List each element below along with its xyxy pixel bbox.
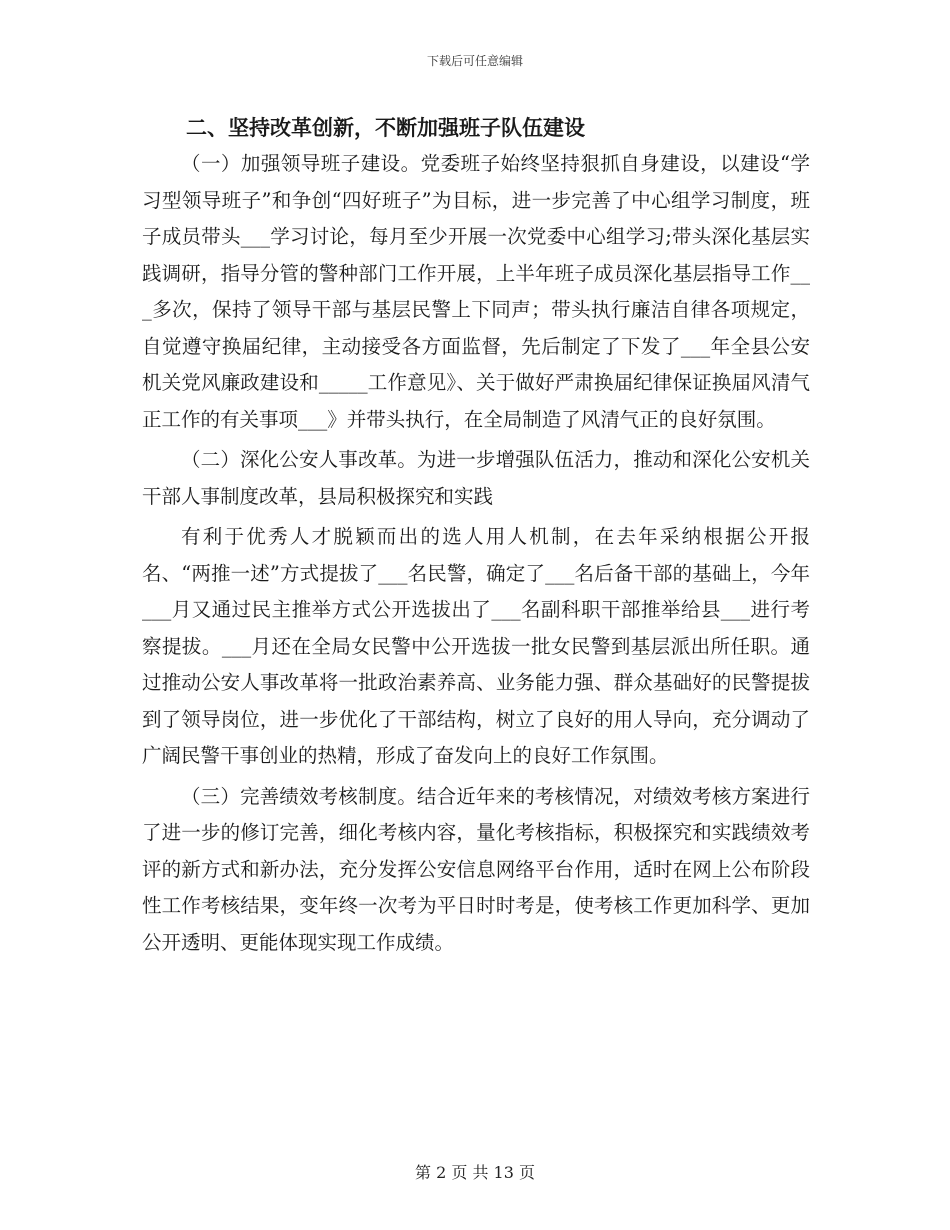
section-heading: 二、坚持改革创新，不断加强班子队伍建设 <box>186 116 585 140</box>
document-body <box>142 110 810 961</box>
paragraph-personnel-reform: （二）深化公安人事改革。为进一步增强队伍活力，推动和深化公安机关干部人事制度改革，县局积极探究和实践 <box>142 448 810 508</box>
paragraph-leadership: （一）加强领导班子建设。党委班子始终坚持狠抓自身建设，以建设“学习型领导班子”和争创“四好班子”为目标，进一步完善了中心组学习制度，班子成员带头___学习讨论，每月至少开展一次党委中心组学习;带头深化基层实践调研，指导分管的警种部门工作开展，上半年班子成员深化基层指导工作___多次，保持了领导干部与基层民警上下同声；带头执行廉洁自律各项规定，自觉遵守换届纪律，主动接受各方面监督，先后制定了下发了___年全县公安机关党风廉政建设和_____工作意见》、关于做好严肃换届纪律保证换届风清气正工作的有关事项___》并带头执行，在全局制造了风清气正的良好氛围。 <box>142 152 810 431</box>
paragraph-talent-mechanism: 有利于优秀人才脱颖而出的选人用人机制，在去年采纳根据公开报名、“两推一述”方式提拔了___名民警，确定了___名后备干部的基础上，今年___月又通过民主推举方式公开选拔出了___名副科职干部推举给县___进行考察提拔。___月还在全局女民警中公开选拔一批女民警到基层派出所任职。通过推动公安人事改革将一批政治素养高、业务能力强、群众基础好的民警提拔到了领导岗位，进一步优化了干部结构，树立了良好的用人导向，充分调动了广阔民警干事创业的热精，形成了奋发向上的良好工作氛围。 <box>142 525 810 767</box>
paragraph-performance-review: （三）完善绩效考核制度。结合近年来的考核情况，对绩效考核方案进行了进一步的修订完善，细化考核内容，量化考核指标，积极探究和实践绩效考评的新方式和新办法，充分发挥公安信息网络平台作用，适时在网上公布阶段性工作考核结果，变年终一次考为平日时时考是，使考核工作更加科学、更加公开透明、更能体现实现工作成绩。 <box>142 784 810 954</box>
page-header: 下载后可任意编辑 <box>426 54 523 68</box>
page-number: 第 2 页 共 13 页 <box>415 1163 535 1182</box>
